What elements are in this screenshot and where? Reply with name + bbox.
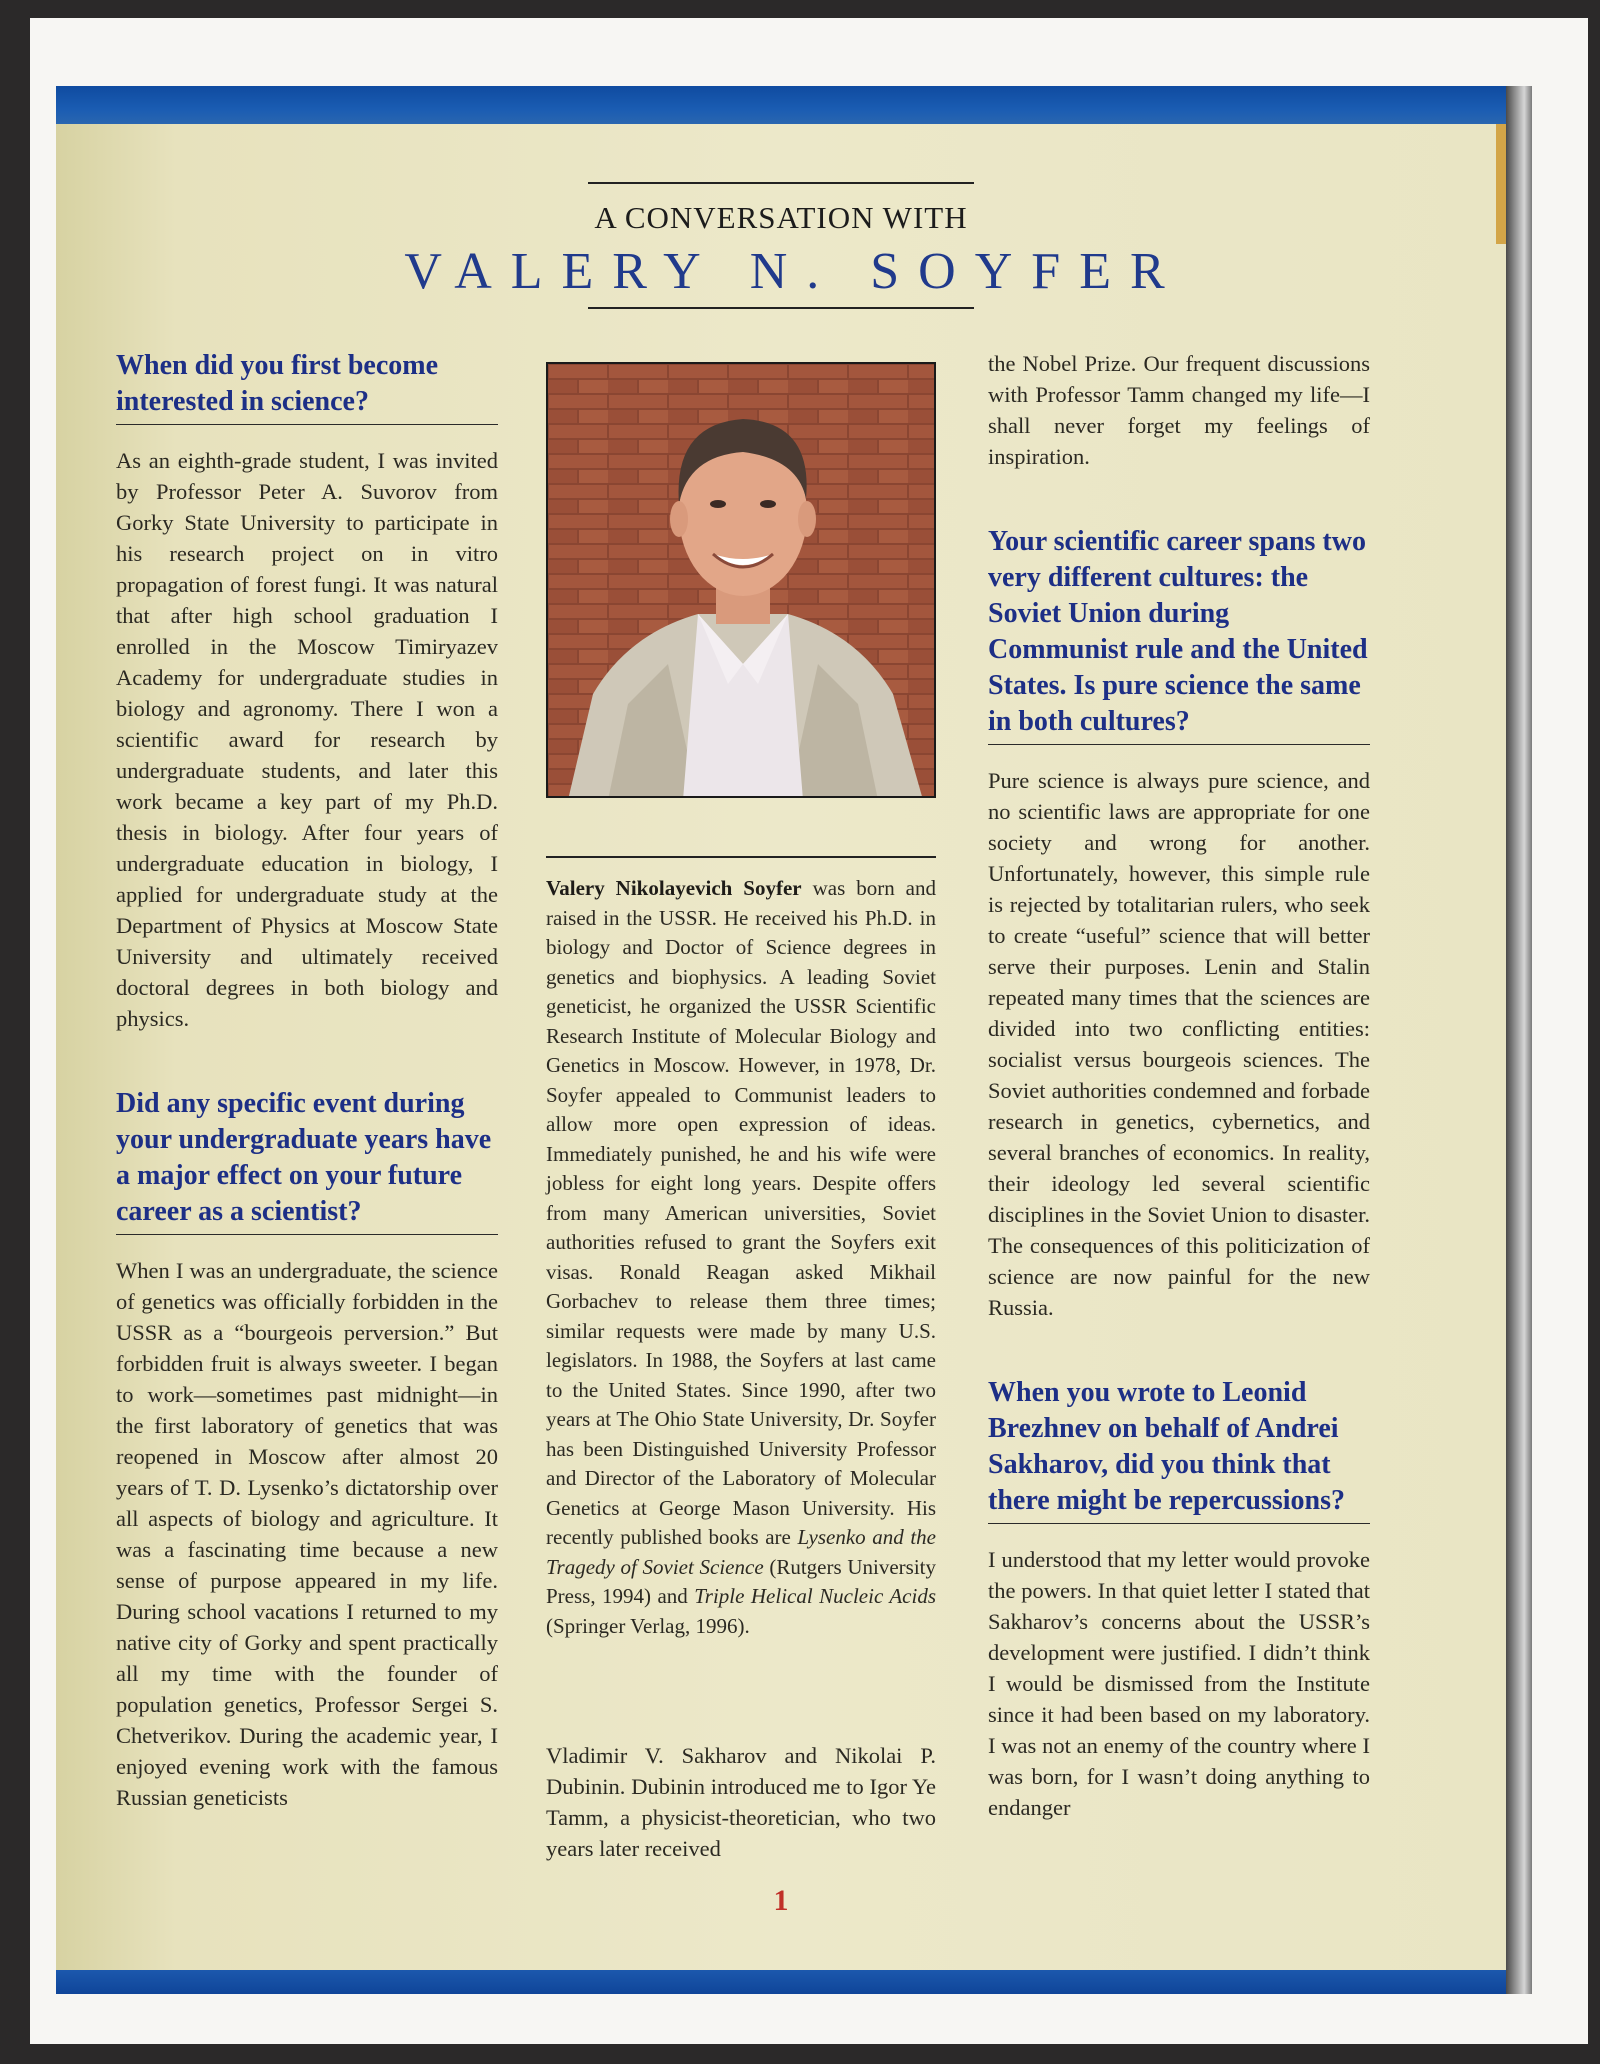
bio-book-2-publisher: (Springer Verlag, 1996).: [546, 1613, 750, 1638]
column-3: [988, 348, 1370, 1875]
header-kicker: A CONVERSATION WITH: [594, 200, 968, 235]
column-1: [116, 348, 498, 1865]
bio-text: was born and raised in the USSR. He received his Ph.D. in biology and Doctor of Science degrees in genetics and biophysics. A leading Soviet geneticist, he organized the USSR Scientific Research Institute of Molecular Biology and Genetics in Moscow. However, in 1978, Dr. Soyfer appealed to Communist leaders to allow more open expression of ideas. Immediately punished, he and his wife were jobless for eight long years. Despite offers from many American universities, Soviet authorities refused to grant the Soyfers exit visas. Ronald Reagan asked Mikhail Gorbachev to release them three times; similar requests were made by many U.S. legislators. In 1988, the Soyfers at last came to the United States. Since 1990, after two years at The Ohio State University, Dr. Soyfer has been Distinguished University Professor and Director of the Laboratory of Molecular Genetics at George Mason University. His recently published books are: [546, 876, 936, 1549]
article-header: [56, 182, 1506, 309]
answer-text: When I was an undergraduate, the science of genetics was officially forbidden in the USSR as a “bourgeois perversion.” But forbidden fruit is always sweeter. I began to work—sometimes past midnight—in the first laboratory of genetics that was reopened in Moscow after almost 20 years of T. D. Lysenko’s dictatorship over all aspects of biology and agriculture. It was a fascinating time because a new sense of purpose appeared in my life. During school vacations I returned to my native city of Gorky and spent practically all my time with the founder of population genetics, Professor Sergei S. Chetverikov. During the academic year, I enjoyed evening work with the famous Russian geneticists: [116, 1258, 498, 1810]
header-name: VALERY N. SOYFER: [404, 243, 1184, 300]
bio-rule: [546, 856, 936, 858]
bio-book-1: Lysenko and the Tragedy of Soviet Science: [546, 1525, 936, 1579]
answer-text: I understood that my letter would provoke the powers. In that quiet letter I stated that Sakharov’s concerns about the USSR’s development were justified. I didn’t think I would be dismissed from the Institute since it had been based on my laboratory. I was not an enemy of the country where I was born, for I wasn’t doing anything to endanger: [988, 1547, 1370, 1820]
portrait-photo: [546, 362, 936, 798]
question-heading: Did any specific event during your undergraduate years have a major effect on your future career as a scientist?: [116, 1086, 498, 1235]
header-rule-bottom: [588, 307, 974, 309]
answer-text: Pure science is always pure science, and no scientific laws are appropriate for one society and wrong for another. Unfortunately, however, this simple rule is rejected by totalitarian rulers, who seek to create “useful” science that will better serve their purposes. Lenin and Stalin repeated many times that the sciences are divided into two conflicting entities: socialist versus bourgeois sciences. The Soviet authorities condemned and forbade research in genetics, cybernetics, and several branches of economics. In reality, their ideology led several scientific disciplines in the Soviet Union to disaster. The consequences of this politicization of science are now painful for the new Russia.: [988, 768, 1370, 1320]
magazine-page: [56, 86, 1506, 1994]
bio-name: Valery Nikolayevich Soyfer: [546, 876, 802, 900]
answer-text: As an eighth-grade student, I was invited by Professor Peter A. Suvorov from Gorky State University to participate in his research project on in vitro propagation of forest fungi. It was natural that after high school graduation I enrolled in the Moscow Timiryazev Academy for undergraduate studies in biology and agronomy. There I won a scientific award for research by undergraduate students, and later this work became a key part of my Ph.D. thesis in biology. After four years of undergraduate education in biology, I applied for undergraduate study at the Department of Physics at Moscow State University and ultimately received doctoral degrees in both biology and physics.: [116, 448, 498, 1031]
page-number: 1: [773, 1884, 789, 1917]
column-2-continuation: Vladimir V. Sakharov and Nikolai P. Dubinin. Dubinin introduced me to Igor Ye Tamm, a physicist-theoretician, who two years later received: [546, 1743, 936, 1861]
question-heading: When did you first become interested in science?: [116, 348, 498, 425]
page-edge-shadow: [1506, 86, 1532, 1994]
header-rule-top: [588, 182, 974, 184]
answer-text-continued: the Nobel Prize. Our frequent discussions with Professor Tamm changed my life—I shall never forget my feelings of inspiration.: [988, 351, 1370, 469]
top-color-band: [56, 86, 1506, 124]
portrait-illustration: [548, 364, 936, 798]
question-heading: Your scientific career spans two very different cultures: the Soviet Union during Communist rule and the United States. Is pure science the same in both cultures?: [988, 524, 1370, 745]
bio-book-2: Triple Helical Nucleic Acids: [694, 1584, 936, 1608]
bio-book-1-publisher: (Rutgers University Press, 1994) and: [546, 1554, 936, 1608]
bottom-color-band: [56, 1970, 1506, 1994]
question-heading: When you wrote to Leonid Brezhnev on behalf of Andrei Sakharov, did you think that there might be repercussions?: [988, 1375, 1370, 1524]
author-bio: [546, 874, 936, 1641]
